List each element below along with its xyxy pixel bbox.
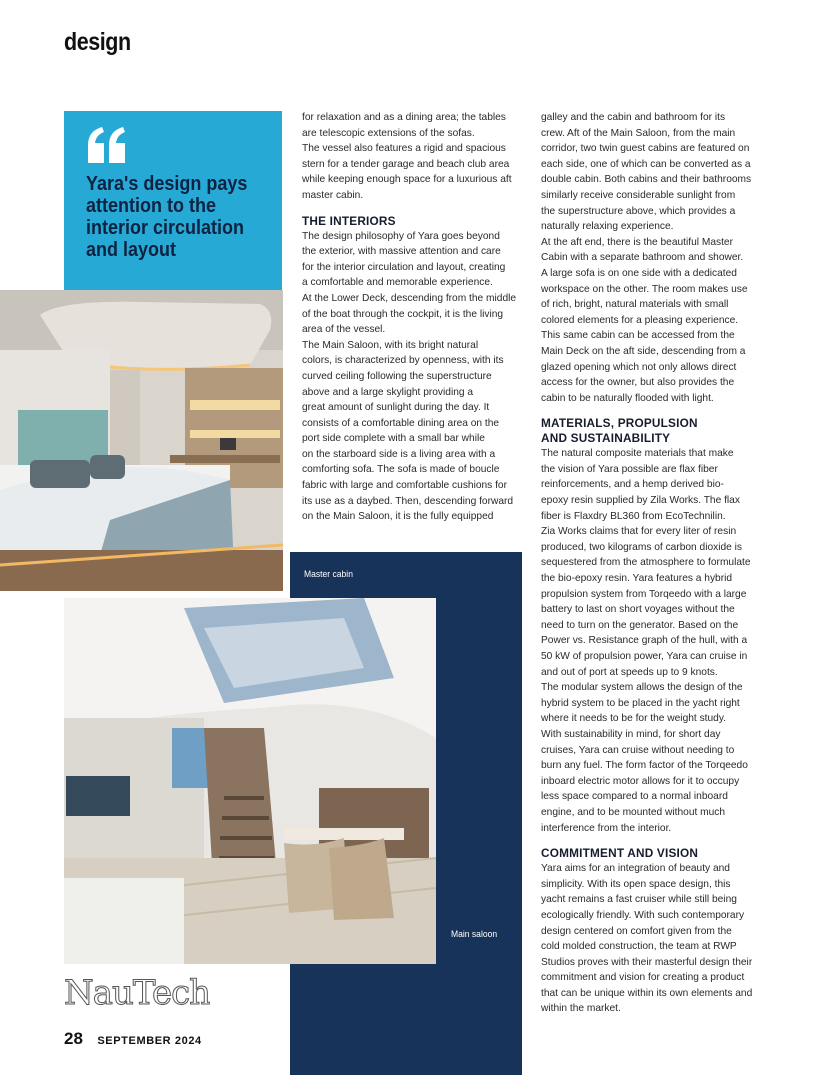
text-line: crew. Aft of the Main Saloon, from the main bbox=[541, 127, 736, 139]
text-line: propulsion system from Torqeedo with a large bbox=[541, 588, 747, 600]
text-line: With sustainability in mind, for short day bbox=[541, 728, 721, 740]
text-line: area of the vessel. bbox=[302, 324, 386, 336]
text-line: of rich, bright, natural materials with small bbox=[541, 299, 729, 311]
text-line: corridor, two twin guest cabins are featured on bbox=[541, 143, 750, 155]
caption-main-saloon: Main saloon bbox=[451, 929, 498, 940]
text-line: comforting sofa. The sofa is made of boucle bbox=[302, 464, 500, 476]
text-line: yacht remains a fast cruiser while still being bbox=[541, 894, 737, 906]
article-column-1 bbox=[302, 110, 520, 525]
text-line: the superstructure above, which provides a bbox=[541, 205, 736, 217]
text-line: hybrid system to be placed in the yacht right bbox=[541, 697, 740, 709]
text-line: on the Main Saloon, it is the fully equipped bbox=[302, 511, 494, 523]
text-line: The design philosophy of Yara goes beyond bbox=[302, 230, 500, 242]
text-line: the exterior, with massive attention and care bbox=[302, 246, 501, 258]
heading-materials-line-2: AND SUSTAINABILITY bbox=[541, 431, 671, 446]
text-line: A large sofa is on one side with a dedicated bbox=[541, 267, 737, 279]
text-line: of the boat through the cockpit, it is the living bbox=[302, 308, 504, 320]
text-line: At the aft end, there is the beautiful Master bbox=[541, 236, 733, 248]
text-line: fiber is Flaxdry BL360 from EcoTechnilin. bbox=[541, 510, 726, 522]
text-line: colors, is characterized by openness, with its bbox=[302, 355, 504, 367]
text-line: workspace on the other. The room makes use bbox=[541, 283, 748, 295]
text-line: commitment and vision for creating a product bbox=[541, 972, 745, 984]
text-line: curved ceiling following the superstructure bbox=[302, 370, 492, 382]
nautech-logo bbox=[62, 972, 210, 1012]
text-line: burn any fuel. The form factor of the Torqeedo bbox=[541, 760, 748, 772]
heading-materials: MATERIALS, PROPULSION bbox=[541, 416, 698, 431]
text-line: glazed opening which not only allows direct bbox=[541, 361, 737, 373]
text-line: Zia Works claims that for every liter of resin bbox=[541, 526, 737, 538]
text-line: The natural composite materials that make bbox=[541, 448, 734, 460]
text-line: access for the owner, but also provides the bbox=[541, 377, 735, 389]
pull-quote-text: Yara's design pays attention to the interior circulation and layout bbox=[86, 173, 248, 261]
text-line: colored elements for a pleasing experience. bbox=[541, 314, 739, 326]
text-line: are telescopic extensions of the sofas. bbox=[302, 127, 475, 139]
text-line: on the starboard side is a living area with a bbox=[302, 448, 496, 460]
heading-commitment: COMMITMENT AND VISION bbox=[541, 846, 699, 861]
text-line: for the interior circulation and layout, creating bbox=[302, 261, 506, 273]
text-line: The vessel also features a rigid and spacious bbox=[302, 143, 506, 155]
text-line: engine, and to be mounted without much bbox=[541, 806, 726, 818]
text-line: fabric with large and comfortable cushions for bbox=[302, 480, 507, 492]
text-line: This same cabin can be accessed from the bbox=[541, 330, 735, 342]
page-footer bbox=[64, 1029, 202, 1049]
text-line: Power vs. Resistance graph of the hull, with a bbox=[541, 635, 748, 647]
text-line: less space compared to a normal inboard bbox=[541, 791, 728, 803]
text-line: that can be unique within its own elements and bbox=[541, 987, 753, 999]
pull-quote-box bbox=[64, 111, 282, 290]
text-line: Main Deck on the aft side, descending from a bbox=[541, 345, 746, 357]
text-line: similarly receive considerable sunlight from bbox=[541, 189, 736, 201]
text-line: the vision of Yara possible are flax fiber bbox=[541, 463, 718, 475]
text-line: consists of a comfortable dining area on the bbox=[302, 417, 500, 429]
text-line: The modular system allows the design of the bbox=[541, 682, 743, 694]
text-line: reinforcements, and a hemp derived bio- bbox=[541, 479, 724, 491]
text-line: interference from the interior. bbox=[541, 822, 672, 834]
text-line: double cabin. Both cabins and their bathrooms bbox=[541, 174, 752, 186]
logo-text: NauTech bbox=[64, 973, 210, 1012]
text-line: 50 kW of propulsion power, Yara can cruise in bbox=[541, 651, 748, 662]
text-line: need to turn on the generator. Based on the bbox=[541, 619, 739, 631]
text-line: cold molded construction, the team at RWP bbox=[541, 941, 737, 953]
text-line: for relaxation and as a dining area; the tables bbox=[302, 112, 506, 123]
text-line: galley and the cabin and bathroom for its bbox=[541, 112, 726, 123]
text-line: ecologically friendly. With such contemporary bbox=[541, 909, 745, 921]
text-line: and out of port at speeds up to 9 knots. bbox=[541, 666, 718, 678]
section-label: design bbox=[64, 28, 131, 56]
text-line: master cabin. bbox=[302, 189, 364, 201]
text-line: naturally relaxing experience. bbox=[541, 221, 674, 233]
text-line: battery to last on short voyages without the bbox=[541, 604, 735, 616]
text-line: the bio-epoxy resin. Yara features a hybrid bbox=[541, 573, 733, 585]
text-line: Studios proves with their masterful design their bbox=[541, 956, 753, 968]
text-line: produced, two kilograms of carbon dioxide is bbox=[541, 541, 743, 553]
text-line: Yara aims for an integration of beauty and bbox=[541, 863, 730, 875]
quote-mark-icon bbox=[86, 125, 128, 165]
text-line: inboard electric motor allows for it to occupy bbox=[541, 775, 740, 787]
text-line: while keeping enough space for a luxurious aft bbox=[302, 174, 512, 186]
text-line: great amount of sunlight during the day. It bbox=[302, 402, 490, 414]
text-line: stern for a tender garage and beach club area bbox=[302, 158, 510, 170]
text-line: epoxy resin supplied by Zila Works. The flax bbox=[541, 495, 740, 507]
issue-date: SEPTEMBER 2024 bbox=[97, 1035, 202, 1047]
text-line: design centered on comfort given from the bbox=[541, 925, 732, 937]
caption-master-cabin: Master cabin bbox=[304, 569, 353, 580]
heading-interiors: THE INTERIORS bbox=[302, 213, 396, 228]
text-line: simplicity. With its open space design, this bbox=[541, 878, 731, 890]
text-line: cabin to be naturally flooded with light. bbox=[541, 392, 714, 404]
text-line: Cabin with a separate bathroom and shower. bbox=[541, 252, 744, 264]
text-line: its use as a daybed. Then, descending forward bbox=[302, 495, 514, 507]
text-line: sequestered from the atmosphere to formulate bbox=[541, 557, 751, 569]
article-column-2 bbox=[541, 110, 773, 1017]
text-line: within the market. bbox=[541, 1003, 621, 1015]
page-number: 28 bbox=[64, 1029, 83, 1048]
text-line: a comfortable and memorable experience. bbox=[302, 277, 493, 289]
text-line: cruises, Yara can cruise without needing to bbox=[541, 744, 735, 756]
text-line: above and a large skylight providing a bbox=[302, 386, 474, 398]
text-line: The Main Saloon, with its bright natural bbox=[302, 339, 479, 351]
text-line: each side, one of which can be converted as a bbox=[541, 158, 751, 170]
text-line: where it needs to be for the weight study. bbox=[541, 713, 726, 725]
main-saloon-photo bbox=[64, 598, 436, 964]
text-line: port side complete with a small bar while bbox=[302, 433, 485, 445]
text-line: At the Lower Deck, descending from the middle bbox=[302, 292, 517, 304]
master-cabin-photo bbox=[0, 290, 283, 591]
